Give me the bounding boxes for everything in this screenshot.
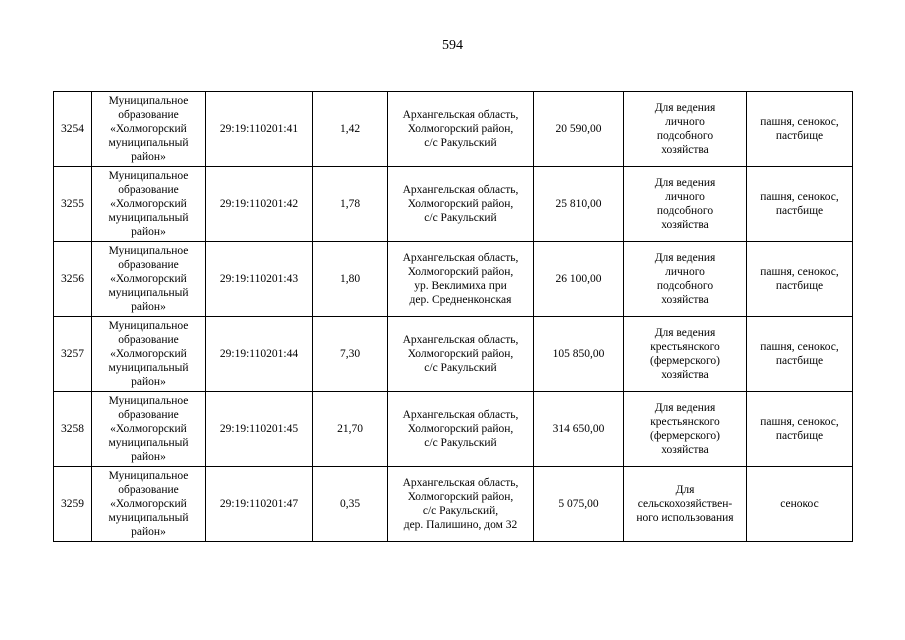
owner-cell-line: муниципальный xyxy=(108,137,189,149)
price-cell: 105 850,00 xyxy=(534,317,624,392)
purpose-cell-line: хозяйства xyxy=(661,444,709,456)
owner-cell-line: образование xyxy=(118,409,179,421)
land-usage-cell xyxy=(747,317,853,392)
owner-cell-line: Муниципальное xyxy=(108,170,189,182)
purpose-cell-line: личного xyxy=(665,266,705,278)
land-usage-cell-line: пашня, сенокос, xyxy=(760,266,839,278)
purpose-cell-line: хозяйства xyxy=(661,219,709,231)
location-cell-line: ур. Веклимиха при xyxy=(414,280,507,292)
owner-cell-line: образование xyxy=(118,259,179,271)
location-cell xyxy=(388,242,534,317)
purpose-cell xyxy=(624,242,747,317)
purpose-cell-line: хозяйства xyxy=(661,144,709,156)
land-usage-cell-line: пашня, сенокос, xyxy=(760,116,839,128)
land-usage-cell-line: пастбище xyxy=(775,205,824,217)
row-number: 3255 xyxy=(54,167,92,242)
area-cell: 7,30 xyxy=(313,317,388,392)
area-cell: 1,78 xyxy=(313,167,388,242)
table-row xyxy=(54,167,853,242)
owner-cell-line: «Холмогорский xyxy=(110,423,187,435)
land-usage-cell xyxy=(747,167,853,242)
purpose-cell-line: (фермерского) xyxy=(650,430,720,442)
owner-cell-line: «Холмогорский xyxy=(110,198,187,210)
area-cell: 21,70 xyxy=(313,392,388,467)
page-number: 594 xyxy=(442,38,463,53)
purpose-cell-line: подсобного xyxy=(656,280,714,292)
location-cell-line: дер. Средненконская xyxy=(409,294,512,306)
location-cell-line: Холмогорский район, xyxy=(407,491,514,503)
location-cell-line: Архангельская область, xyxy=(402,477,519,489)
owner-cell-line: образование xyxy=(118,334,179,346)
owner-cell-line: «Холмогорский xyxy=(110,273,187,285)
location-cell-line: Архангельская область, xyxy=(402,184,519,196)
location-cell-line: с/с Ракульский xyxy=(424,437,497,449)
land-usage-cell-line: пастбище xyxy=(775,130,824,142)
owner-cell-line: образование xyxy=(118,109,179,121)
table-body xyxy=(54,92,853,542)
owner-cell-line: район» xyxy=(131,451,166,463)
row-number: 3257 xyxy=(54,317,92,392)
table-row xyxy=(54,317,853,392)
purpose-cell xyxy=(624,167,747,242)
table-row xyxy=(54,392,853,467)
row-number: 3258 xyxy=(54,392,92,467)
location-cell-line: с/с Ракульский xyxy=(424,137,497,149)
row-number: 3254 xyxy=(54,92,92,167)
price-cell: 26 100,00 xyxy=(534,242,624,317)
owner-cell-line: муниципальный xyxy=(108,212,189,224)
land-usage-cell xyxy=(747,392,853,467)
location-cell-line: с/с Ракульский xyxy=(424,212,497,224)
cadastral-number-cell: 29:19:110201:42 xyxy=(206,167,313,242)
owner-cell-line: муниципальный xyxy=(108,287,189,299)
land-usage-cell-line: пашня, сенокос, xyxy=(760,191,839,203)
purpose-cell-line: Для xyxy=(675,484,695,496)
location-cell xyxy=(388,392,534,467)
land-usage-cell xyxy=(747,242,853,317)
owner-cell xyxy=(92,167,206,242)
location-cell-line: Архангельская область, xyxy=(402,109,519,121)
owner-cell-line: образование xyxy=(118,484,179,496)
location-cell-line: Архангельская область, xyxy=(402,409,519,421)
purpose-cell-line: подсобного xyxy=(656,205,714,217)
purpose-cell-line: Для ведения xyxy=(654,402,716,414)
land-usage-cell-line: пашня, сенокос, xyxy=(760,416,839,428)
purpose-cell xyxy=(624,392,747,467)
table-row xyxy=(54,242,853,317)
location-cell xyxy=(388,92,534,167)
purpose-cell xyxy=(624,317,747,392)
owner-cell-line: Муниципальное xyxy=(108,245,189,257)
cadastral-number-cell: 29:19:110201:41 xyxy=(206,92,313,167)
land-usage-cell-line: сенокос xyxy=(780,498,819,510)
owner-cell-line: муниципальный xyxy=(108,437,189,449)
purpose-cell xyxy=(624,92,747,167)
purpose-cell-line: хозяйства xyxy=(661,369,709,381)
purpose-cell-line: крестьянского xyxy=(650,416,720,428)
purpose-cell-line: крестьянского xyxy=(650,341,720,353)
location-cell-line: Холмогорский район, xyxy=(407,348,514,360)
price-cell: 314 650,00 xyxy=(534,392,624,467)
location-cell-line: Холмогорский район, xyxy=(407,266,514,278)
purpose-cell-line: личного xyxy=(665,191,705,203)
location-cell-line: Холмогорский район, xyxy=(407,123,514,135)
land-usage-cell-line: пастбище xyxy=(775,280,824,292)
owner-cell xyxy=(92,92,206,167)
location-cell-line: Архангельская область, xyxy=(402,334,519,346)
purpose-cell-line: Для ведения xyxy=(654,252,716,264)
cadastral-number-cell: 29:19:110201:45 xyxy=(206,392,313,467)
purpose-cell-line: Для ведения xyxy=(654,327,716,339)
owner-cell-line: «Холмогорский xyxy=(110,498,187,510)
purpose-cell-line: ного использования xyxy=(636,512,734,524)
location-cell-line: с/с Ракульский xyxy=(424,362,497,374)
table-row xyxy=(54,467,853,542)
land-usage-cell xyxy=(747,92,853,167)
land-usage-cell-line: пашня, сенокос, xyxy=(760,341,839,353)
cadastral-number-cell: 29:19:110201:44 xyxy=(206,317,313,392)
land-usage-cell-line: пастбище xyxy=(775,355,824,367)
owner-cell-line: «Холмогорский xyxy=(110,123,187,135)
cadastral-number-cell: 29:19:110201:43 xyxy=(206,242,313,317)
owner-cell-line: район» xyxy=(131,376,166,388)
purpose-cell-line: сельскохозяйствен- xyxy=(637,498,733,510)
purpose-cell-line: Для ведения xyxy=(654,177,716,189)
cadastral-number-cell: 29:19:110201:47 xyxy=(206,467,313,542)
location-cell-line: дер. Палишино, дом 32 xyxy=(403,519,518,531)
owner-cell-line: Муниципальное xyxy=(108,395,189,407)
purpose-cell-line: (фермерского) xyxy=(650,355,720,367)
owner-cell-line: район» xyxy=(131,151,166,163)
owner-cell-line: Муниципальное xyxy=(108,95,189,107)
purpose-cell-line: Для ведения xyxy=(654,102,716,114)
row-number: 3256 xyxy=(54,242,92,317)
owner-cell-line: муниципальный xyxy=(108,362,189,374)
owner-cell xyxy=(92,317,206,392)
owner-cell-line: муниципальный xyxy=(108,512,189,524)
table-row xyxy=(54,92,853,167)
location-cell-line: Архангельская область, xyxy=(402,252,519,264)
owner-cell xyxy=(92,467,206,542)
owner-cell xyxy=(92,392,206,467)
owner-cell-line: Муниципальное xyxy=(108,470,189,482)
location-cell xyxy=(388,167,534,242)
owner-cell-line: образование xyxy=(118,184,179,196)
purpose-cell-line: хозяйства xyxy=(661,294,709,306)
owner-cell-line: район» xyxy=(131,226,166,238)
row-number: 3259 xyxy=(54,467,92,542)
area-cell: 1,80 xyxy=(313,242,388,317)
location-cell xyxy=(388,467,534,542)
area-cell: 0,35 xyxy=(313,467,388,542)
price-cell: 20 590,00 xyxy=(534,92,624,167)
land-plots-table xyxy=(53,91,853,542)
location-cell-line: Холмогорский район, xyxy=(407,198,514,210)
purpose-cell-line: подсобного xyxy=(656,130,714,142)
purpose-cell xyxy=(624,467,747,542)
purpose-cell-line: личного xyxy=(665,116,705,128)
land-usage-cell-line: пастбище xyxy=(775,430,824,442)
owner-cell-line: район» xyxy=(131,301,166,313)
owner-cell xyxy=(92,242,206,317)
price-cell: 25 810,00 xyxy=(534,167,624,242)
location-cell-line: Холмогорский район, xyxy=(407,423,514,435)
location-cell-line: с/с Ракульский, xyxy=(422,505,499,517)
area-cell: 1,42 xyxy=(313,92,388,167)
price-cell: 5 075,00 xyxy=(534,467,624,542)
owner-cell-line: «Холмогорский xyxy=(110,348,187,360)
owner-cell-line: Муниципальное xyxy=(108,320,189,332)
land-usage-cell xyxy=(747,467,853,542)
owner-cell-line: район» xyxy=(131,526,166,538)
location-cell xyxy=(388,317,534,392)
